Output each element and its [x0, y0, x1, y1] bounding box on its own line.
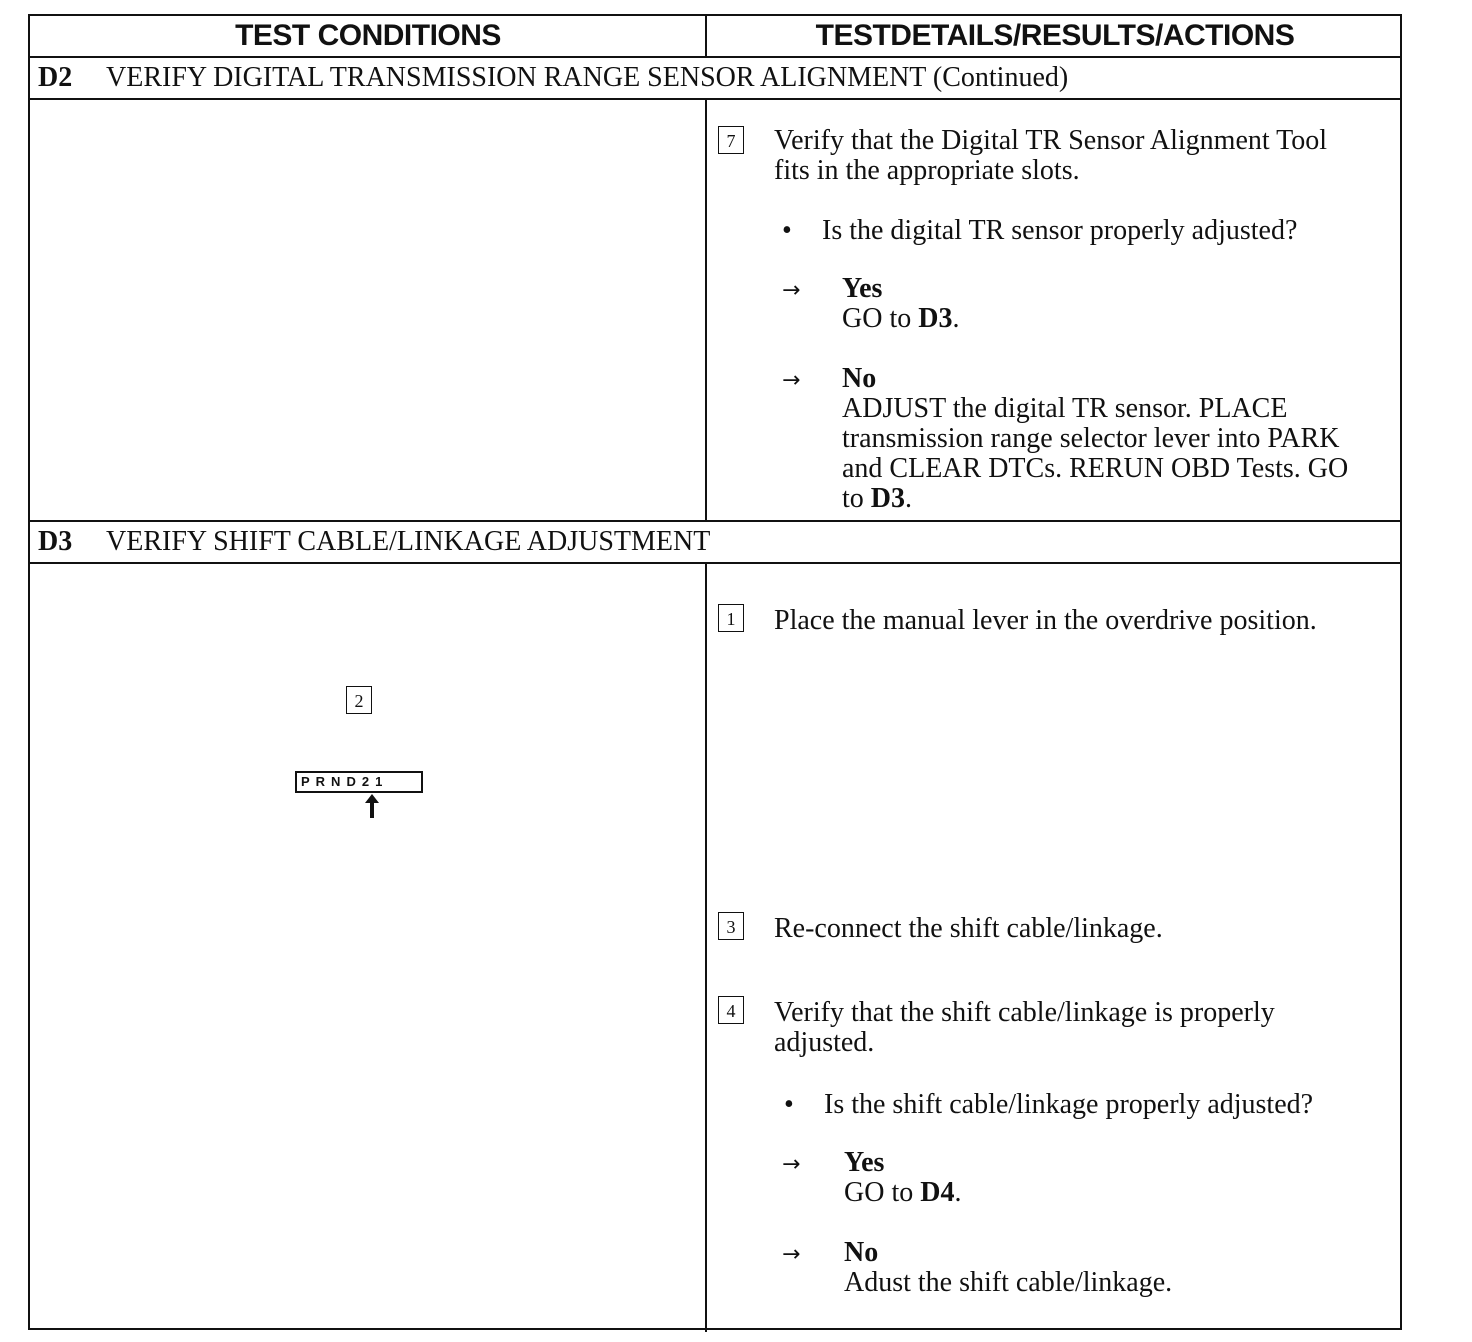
step-3-text: Re-connect the shift cable/linkage.: [774, 913, 1163, 944]
d3-question: Is the shift cable/linkage properly adjusted?: [824, 1089, 1314, 1120]
d3-no-label: No: [844, 1237, 879, 1268]
step-4-number: 4: [718, 996, 744, 1024]
right-arrow-icon: →: [782, 278, 801, 303]
section-d3-heading: [30, 522, 1400, 562]
header-test-conditions: TEST CONDITIONS: [235, 19, 501, 52]
d2-column-divider: [705, 98, 707, 522]
step-4-text: [774, 998, 1275, 1058]
section-d3-title: VERIFY SHIFT CABLE/LINKAGE ADJUSTMENT: [106, 526, 711, 557]
step-4-line2: adjusted.: [774, 1027, 875, 1058]
link-d3[interactable]: D3: [870, 483, 906, 514]
step-1-text: Place the manual lever in the overdrive position.: [774, 605, 1317, 636]
d2-yes-action: GO to D3.: [842, 303, 960, 334]
d3-column-divider: [705, 562, 707, 1332]
step-3-number: 3: [718, 912, 744, 940]
d2-no-line4: to D3.: [842, 483, 913, 514]
d3-no-block: [844, 1238, 1172, 1298]
right-arrow-icon: →: [782, 1242, 801, 1267]
section-d3-id: D3: [38, 526, 73, 557]
link-d3[interactable]: D3: [918, 303, 953, 334]
step-7-text: [774, 126, 1327, 186]
d2-yes-label: Yes: [842, 273, 883, 304]
link-d4[interactable]: D4: [920, 1177, 955, 1208]
header-test-details: TESTDETAILS/RESULTS/ACTIONS: [815, 19, 1295, 52]
d2-no-line1: ADJUST the digital TR sensor. PLACE: [842, 393, 1288, 424]
step-7-number: 7: [718, 126, 744, 154]
d3-yes-label: Yes: [844, 1147, 885, 1178]
d2-heading-rule: [30, 98, 1400, 100]
right-arrow-icon: →: [782, 368, 801, 393]
d3-yes-action: GO to D4.: [844, 1177, 962, 1208]
d3-yes-block: [844, 1148, 961, 1208]
d3-heading-rule: [30, 562, 1400, 564]
gear-selector-indicator: PRND21: [295, 771, 423, 793]
step-1-number: 1: [718, 604, 744, 632]
diagnostic-table: [28, 14, 1402, 1330]
d2-no-label: No: [842, 363, 877, 394]
d3-no-text: Adust the shift cable/linkage.: [844, 1267, 1173, 1298]
d2-yes-block: [842, 274, 959, 334]
header-divider: [705, 16, 707, 56]
right-arrow-icon: →: [782, 1152, 801, 1177]
step-7-line1: Verify that the Digital TR Sensor Alignment Tool: [774, 125, 1328, 156]
step-2-number: 2: [346, 686, 372, 714]
d2-no-line2: transmission range selector lever into PARK: [842, 423, 1340, 454]
step-4-line1: Verify that the shift cable/linkage is properly: [774, 997, 1275, 1028]
d2-no-block: [842, 364, 1348, 514]
step-7-line2: fits in the appropriate slots.: [774, 155, 1080, 186]
section-d2-id: D2: [38, 62, 73, 93]
up-arrow-icon: [364, 794, 380, 818]
bullet-icon: •: [784, 1089, 794, 1120]
d2-question: Is the digital TR sensor properly adjusted?: [822, 215, 1298, 246]
section-d2-title: VERIFY DIGITAL TRANSMISSION RANGE SENSOR ALIGNMENT (Continued): [106, 62, 1069, 93]
d2-no-line3: and CLEAR DTCs. RERUN OBD Tests. GO: [842, 453, 1349, 484]
section-d2-heading: [30, 58, 1400, 98]
bullet-icon: •: [782, 215, 792, 246]
